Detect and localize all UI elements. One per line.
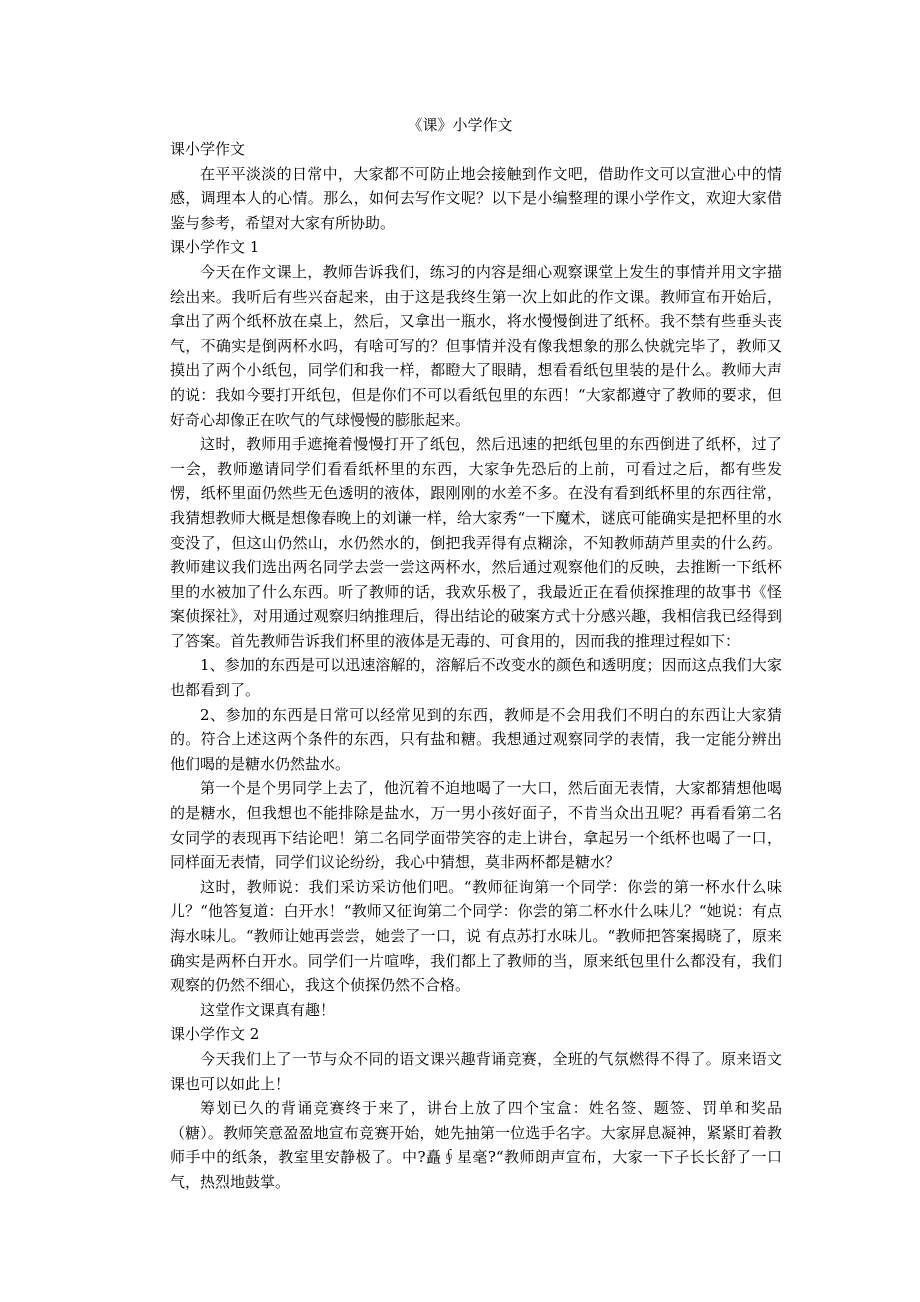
body-paragraph: 今天我们上了一节与众不同的语文课兴趣背诵竞赛，全班的气氛燃得不得了。原来语文课也可以如此上！: [170, 1049, 782, 1093]
document-title: 《课》小学作文: [407, 116, 513, 134]
body-paragraph: 这时，教师说：我们采访采访他们吧。“教师征询第一个同学：你尝的第一杯水什么味儿？“他答复道：白开水！“教师又征询第二个同学：你尝的第二杯水什么味儿？“她说：有点海水味儿。“教师让她再尝尝，她尝了一口，说 有点苏打水味儿。“教师把答案揭晓了，原来确实是两杯白开水。同学们一片喧哗，我们都上了教师的当，原来纸包里什么都没有，我们观察的仍然不细心，我这个侦探仍然不合格。: [170, 877, 782, 995]
body-paragraph: 这时，教师用手遮掩着慢慢打开了纸包，然后迅速的把纸包里的东西倒进了纸杯，过了一会，教师邀请同学们看看纸杯里的东西，大家争先恐后的上前，可看过之后，都有些发愣，纸杯里面仍然些无色透明的液体，跟刚刚的水差不多。在没有看到纸杯里的东西往常，我猜想教师大概是想像春晚上的刘谦一样，给大家秀“一下魔术，谜底可能确实是把杯里的水变没了，但这山仍然山，水仍然水的，倒把我弄得有点糊涂，不知教师葫芦里卖的什么药。教师建议我们选出两名同学去尝一尝这两杯水，然后通过观察他们的反映，去推断一下纸杯里的水被加了什么东西。听了教师的话，我欢乐极了，我最近正在看侦探推理的故事书《怪案侦探社》，对用通过观察归纳推理后，得出结论的破案方式十分感兴趣，我相信我已经得到了答案。首先教师告诉我们杯里的液体是无毒的、可食用的，因而我的推理过程如下：: [170, 435, 782, 650]
body-paragraph: 2、参加的东西是日常可以经常见到的东西，教师是不会用我们不明白的东西让大家猜的。符合上述这两个条件的东西，只有盐和糖。我想通过观察同学的表情，我一定能分辨出他们喝的是糖水仍然盐水。: [170, 705, 782, 773]
body-paragraph: 1、参加的东西是可以迅速溶解的，溶解后不改变水的颜色和透明度；因而这点我们大家也都看到了。: [170, 656, 782, 700]
body-paragraph: 今天在作文课上，教师告诉我们，练习的内容是细心观察课堂上发生的事情并用文字描绘出来。我听后有些兴奋起来，由于这是我终生第一次上如此的作文课。教师宣布开始后，拿出了两个纸杯放在桌上，然后，又拿出一瓶水，将水慢慢倒进了纸杯。我不禁有些垂头丧气，不确实是倒两杯水吗，有啥可写的？但事情并没有像我想象的那么快就完毕了，教师又摸出了两个小纸包，同学们和我一样，都瞪大了眼睛，想看看纸包里装的是什么。教师大声的说：我如今要打开纸包，但是你们不可以看纸包里的东西！“大家都遵守了教师的要求，但好奇心却像正在吹气的气球慢慢的膨胀起来。: [170, 262, 782, 429]
section-heading: 课小学作文 1: [170, 238, 260, 257]
body-paragraph: 第一个是个男同学上去了，他沉着不迫地喝了一大口，然后面无表情，大家都猜想他喝的是糖水，但我想也不能排除是盐水，万一男小孩好面子，不肯当众出丑呢？再看看第二名女同学的表现再下结论吧！第二名同学面带笑容的走上讲台，拿起另一个纸杯也喝了一口，同样面无表情，同学们议论纷纷，我心中猜想，莫非两杯都是糖水？: [170, 779, 782, 872]
body-paragraph: 筹划已久的背诵竞赛终于来了，讲台上放了四个宝盒：姓名签、题签、罚单和奖品（糖）。教师笑意盈盈地宣布竞赛开始，她先抽第一位选手名字。大家屏息凝神，紧紧盯着教师手中的纸条，教室里安静极了。中?矗∮星毫?“教师朗声宣布，大家一下子长长舒了一口气，热烈地鼓掌。: [170, 1099, 782, 1191]
section-heading: 课小学作文: [170, 140, 246, 158]
section-heading: 课小学作文 2: [170, 1025, 260, 1044]
document-body: [170, 137, 782, 1195]
intro-paragraph: 在平平淡淡的日常中，大家都不可防止地会接触到作文吧，借助作文可以宣泄心中的情感，调理本人的心情。那么，如何去写作文呢？以下是小编整理的课小学作文，欢迎大家借鉴与参考，希望对大家有所协助。: [170, 164, 782, 232]
body-paragraph: 这堂作文课真有趣！: [200, 1000, 336, 1019]
